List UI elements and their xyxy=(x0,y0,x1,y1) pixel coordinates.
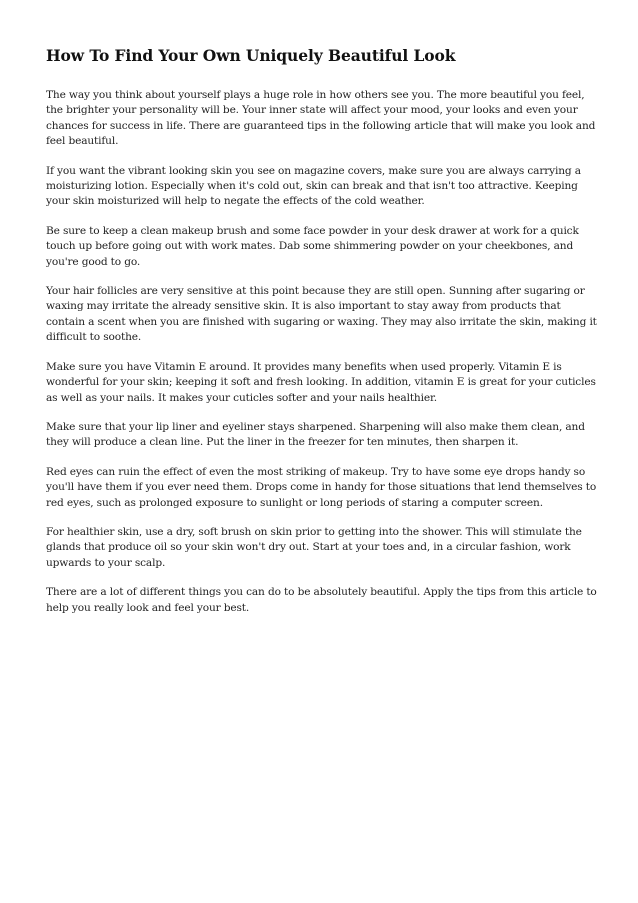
paragraph-8: For healthier skin, use a dry, soft brush on skin prior to getting into the shower. This will stimulate the glands that produce oil so your skin won't dry out. Start at your toes and, in a circular fashion, work upwards to your scalp. xyxy=(46,525,582,569)
document-page xyxy=(46,46,598,630)
document-title: How To Find Your Own Uniquely Beautiful Look xyxy=(46,46,456,65)
paragraph-7: Red eyes can ruin the effect of even the most striking of makeup. Try to have some eye drops handy so you'll have them if you ever need them. Drops come in handy for those situations that lend themselves to red eyes, such as prolonged exposure to sunlight or long periods of staring a computer screen. xyxy=(46,465,597,509)
paragraph-6: Make sure that your lip liner and eyeliner stays sharpened. Sharpening will also make them clean, and they will produce a clean line. Put the liner in the freezer for ten minutes, then sharpen it. xyxy=(46,420,585,449)
paragraph-3: Be sure to keep a clean makeup brush and some face powder in your desk drawer at work for a quick touch up before going out with work mates. Dab some shimmering powder on your cheekbones, and you're good to go. xyxy=(46,224,579,268)
paragraph-4: Your hair follicles are very sensitive at this point because they are still open. Sunning after sugaring or waxing may irritate the already sensitive skin. It is also important to stay away from products that contain a scent when you are finished with sugaring or waxing. They may also irritate the skin, making it difficult to soothe. xyxy=(46,285,597,344)
paragraph-5: Make sure you have Vitamin E around. It provides many benefits when used properly. Vitamin E is wonderful for your skin; keeping it soft and fresh looking. In addition, vitamin E is great for your cuticles as well as your nails. It makes your cuticles softer and your nails healthier. xyxy=(46,360,596,404)
paragraph-1: The way you think about yourself plays a huge role in how others see you. The more beautiful you feel, the brighter your personality will be. Your inner state will affect your mood, your looks and even your chances for success in life. There are guaranteed tips in the following article that will make you look and feel beautiful. xyxy=(46,89,596,148)
paragraph-2: If you want the vibrant looking skin you see on magazine covers, make sure you are always carrying a moisturizing lotion. Especially when it's cold out, skin can break and that isn't too attractive. Keeping your skin moisturized will help to negate the effects of the cold weather. xyxy=(46,164,581,208)
paragraph-9: There are a lot of different things you can do to be absolutely beautiful. Apply the tips from this article to help you really look and feel your best. xyxy=(46,586,597,614)
